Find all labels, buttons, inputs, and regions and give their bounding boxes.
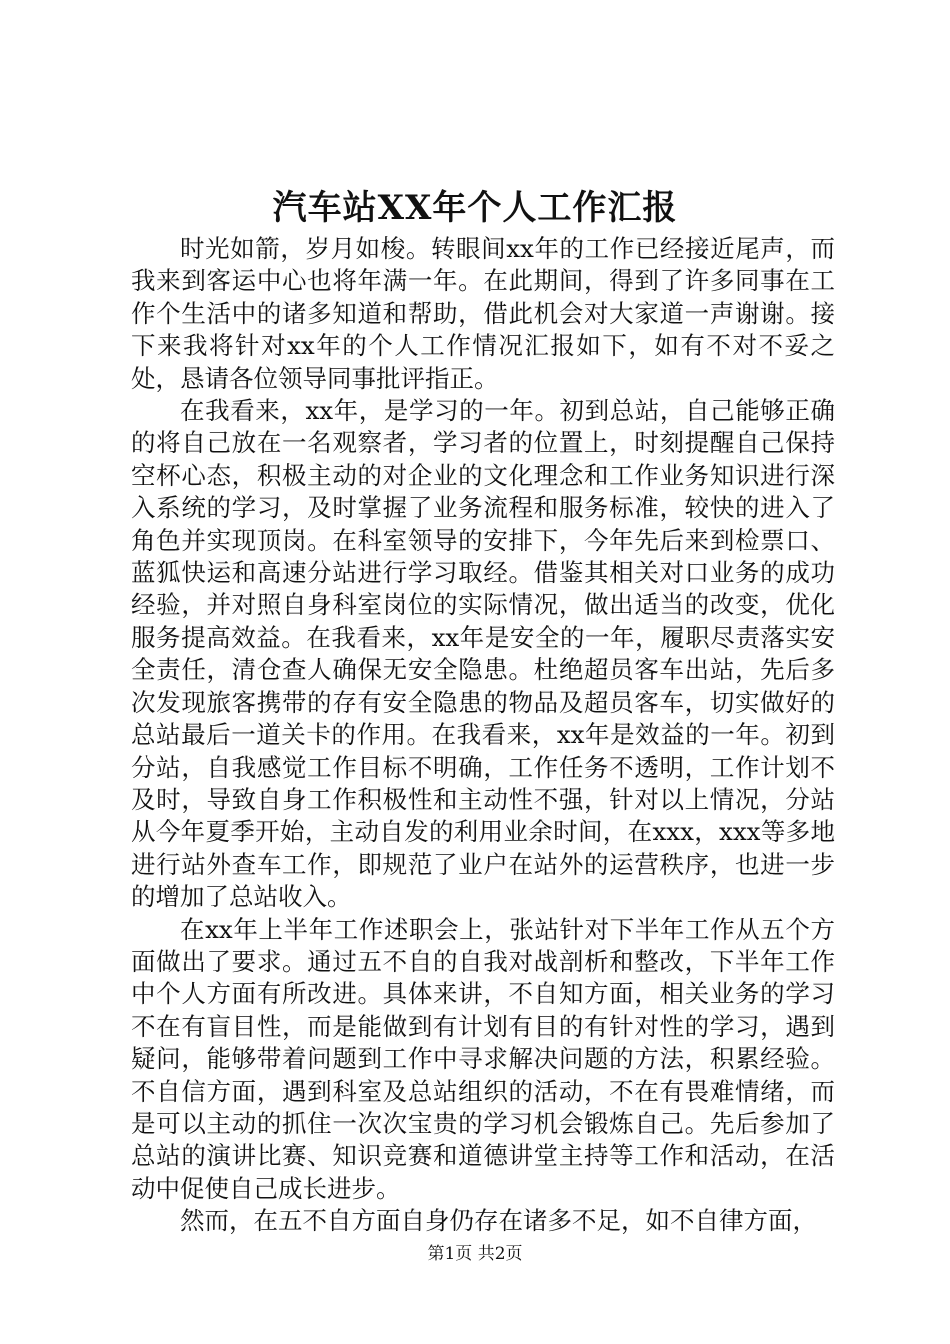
paragraph-3: 在xx年上半年工作述职会上，张站针对下半年工作从五个方面做出了要求。通过五不自的自我对战剖析和整改，下半年工作中个人方面有所改进。具体来讲，不自知方面，相关业务的学习不在有盲目性，而是能做到有计划有目的有针对性的学习，遇到疑问，能够带着问题到工作中寻求解决问题的方法，积累经验。不自信方面，遇到科室及总站组织的活动，不在有畏难情绪，而是可以主动的抓住一次次宝贵的学习机会锻炼自己。先后参加了总站的演讲比赛、知识竞赛和道德讲堂主持等工作和活动，在活动中促使自己成长进步。 (131, 914, 835, 1203)
paragraph-2: 在我看来，xx年，是学习的一年。初到总站，自己能够正确的将自己放在一名观察者，学习者的位置上，时刻提醒自己保持空杯心态，积极主动的对企业的文化理念和工作业务知识进行深入系统的学习，及时掌握了业务流程和服务标准，较快的进入了角色并实现顶岗。在科室领导的安排下，今年先后来到检票口、蓝狐快运和高速分站进行学习取经。借鉴其相关对口业务的成功经验，并对照自身科室岗位的实际情况，做出适当的改变，优化服务提高效益。在我看来，xx年是安全的一年，履职尽责落实安全责任，清仓查人确保无安全隐患。杜绝超员客车出站，先后多次发现旅客携带的存有安全隐患的物品及超员客车，切实做好的总站最后一道关卡的作用。在我看来，xx年是效益的一年。初到分站，自我感觉工作目标不明确，工作任务不透明，工作计划不及时，导致自身工作积极性和主动性不强，针对以上情况，分站从今年夏季开始，主动自发的利用业余时间，在xxx，xxx等多地进行站外查车工作，即规范了业户在站外的运营秩序，也进一步的增加了总站收入。 (131, 396, 835, 912)
paragraph-4: 然而，在五不自方面自身仍存在诸多不足，如不自律方面， (180, 1206, 817, 1236)
document-body (131, 233, 835, 1238)
paragraph-1: 时光如箭，岁月如梭。转眼间xx年的工作已经接近尾声，而我来到客运中心也将年满一年。在此期间，得到了许多同事在工作个生活中的诸多知道和帮助，借此机会对大家道一声谢谢。接下来我将针对xx年的个人工作情况汇报如下，如有不对不妥之处，恳请各位领导同事批评指正。 (131, 234, 835, 393)
page-number-footer: 第1页 共2页 (427, 1244, 523, 1264)
document-title: 汽车站XX年个人工作汇报 (272, 188, 678, 228)
